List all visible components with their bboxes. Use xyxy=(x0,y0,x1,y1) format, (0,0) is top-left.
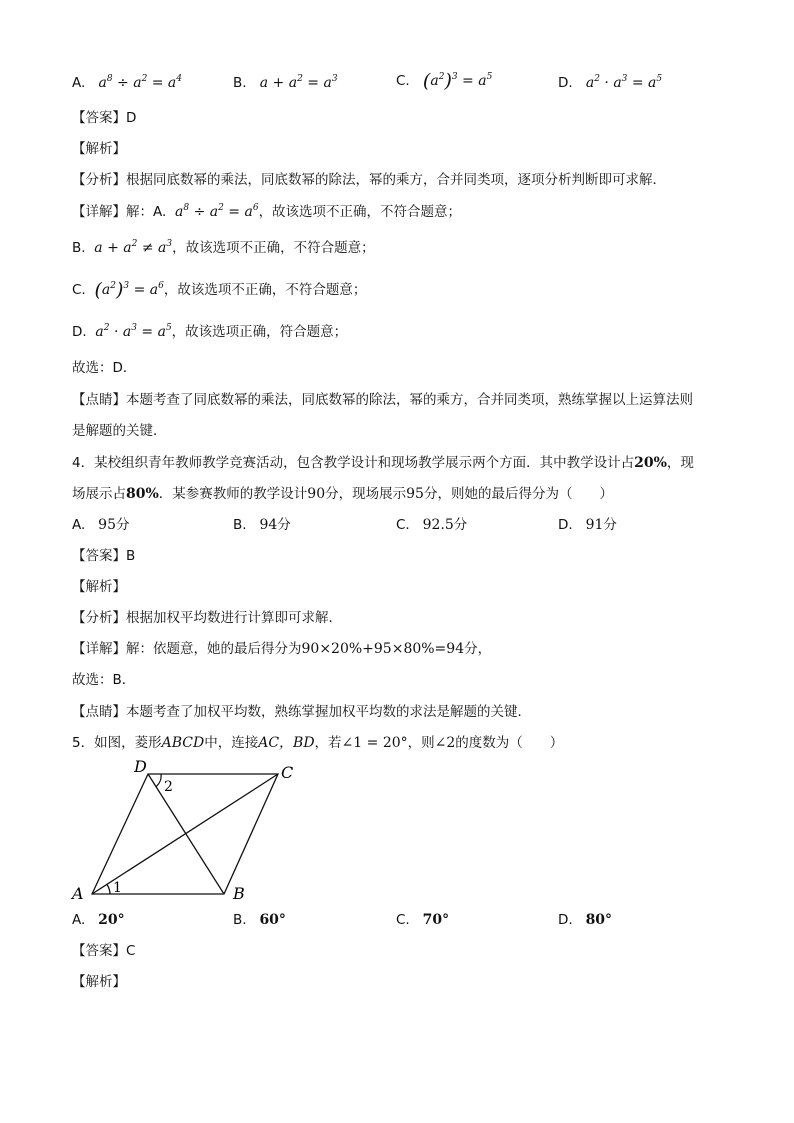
option-letter: D. xyxy=(558,75,573,91)
q4-stem-line2 xyxy=(72,485,613,503)
detail-tag: 【详解】 xyxy=(72,204,126,220)
q5-option-c xyxy=(396,911,449,929)
option-unit: 分 xyxy=(453,517,468,533)
option-value: 70° xyxy=(422,912,450,928)
stem-text: 分，则她的最后得分为（ ） xyxy=(423,486,613,502)
detail-tag: 【详解】 xyxy=(72,641,126,657)
vertex-a-label: A xyxy=(72,884,84,903)
detail-expression: $a^2 \cdot a^3 = a^5$ xyxy=(90,323,172,340)
angle-2-label: 2 xyxy=(164,779,173,795)
q3-detail-d xyxy=(72,323,347,341)
stem-number: 95 xyxy=(406,486,424,502)
stem-text: ．某参赛教师的教学设计 xyxy=(158,486,308,502)
q4-choice: 故选：B． xyxy=(72,672,136,688)
option-value: 20° xyxy=(98,912,125,928)
option-expression-render: $(a^2)^3 = a^5$ xyxy=(422,70,493,92)
stem-math: ∠2 xyxy=(434,735,456,751)
vertex-c-label: C xyxy=(281,763,294,782)
q3-comment-1 xyxy=(72,391,693,409)
q3-detail-c xyxy=(72,281,366,299)
answer-value: B xyxy=(126,548,136,564)
option-value: 95 xyxy=(98,517,116,533)
answer-tag: 【答案】 xyxy=(72,943,126,959)
q4-option-a xyxy=(72,516,130,534)
angle-2-arc xyxy=(156,774,161,787)
q5-option-d xyxy=(558,911,612,929)
option-value: 94 xyxy=(259,517,278,533)
stem-text: 4．某校组织青年教师教学竞赛活动，包含教学设计和现场教学展示两个方面．其中教学设计占 xyxy=(72,455,635,471)
q3-choice: 故选：D． xyxy=(72,360,137,376)
option-value: 91 xyxy=(585,517,604,533)
analysis-text: 根据加权平均数进行计算即可求解． xyxy=(126,610,342,626)
option-expression-render: $a^8 \div a^2 = a^4$ xyxy=(89,74,183,91)
stem-number: 20% xyxy=(634,455,667,471)
detail-text: ，故该选项不正确，不符合题意； xyxy=(172,240,375,256)
q5-jiexi-heading: 【解析】 xyxy=(72,974,126,990)
q5-answer xyxy=(72,942,135,960)
analysis-text: 根据同底数幂的乘法，同底数幂的除法，幂的乘方，合并同类项，逐项分析判断即可求解． xyxy=(126,172,666,188)
option-letter: A. xyxy=(72,75,86,91)
detail-text: 分， xyxy=(464,641,492,657)
q4-comment xyxy=(72,703,531,721)
q3-comment-2: 是解题的关键． xyxy=(72,423,167,439)
option-unit: 分 xyxy=(116,517,130,533)
detail-expression: $a + a^2 \ne a^3$ xyxy=(89,239,173,256)
option-letter: A. xyxy=(72,912,86,928)
q4-option-c xyxy=(396,516,467,534)
answer-value: C xyxy=(126,943,136,959)
rhombus-figure xyxy=(60,758,320,908)
answer-value: D xyxy=(126,110,137,126)
q3-option-b xyxy=(233,74,338,92)
stem-text: 中，连接 xyxy=(204,735,259,751)
option-value: 80° xyxy=(585,912,613,928)
stem-text: 5．如图，菱形 xyxy=(72,735,162,751)
vertex-b-label: B xyxy=(233,884,245,903)
q5-option-b xyxy=(233,911,286,929)
q4-option-d xyxy=(558,516,617,534)
stem-text: ，若 xyxy=(314,735,342,751)
detail-expression: 90×20%+95×80%=94 xyxy=(301,641,465,657)
q4-analysis xyxy=(72,609,342,627)
q3-detail-a xyxy=(72,203,461,221)
comment-tag: 【点睛】 xyxy=(72,704,126,720)
option-value: 60° xyxy=(259,912,286,928)
q4-detail xyxy=(72,640,491,658)
q5-stem xyxy=(72,734,563,752)
q3-option-c xyxy=(396,72,492,90)
q3-detail-b xyxy=(72,239,375,257)
angle-1-arc xyxy=(107,885,110,895)
comment-text: 本题考查了同底数幂的乘法，同底数幂的除法，幂的乘方，合并同类项，熟练掌握以上运算法则 xyxy=(126,392,693,408)
stem-text: ，现 xyxy=(666,455,694,471)
q5-option-a xyxy=(72,911,125,929)
option-letter: C. xyxy=(396,517,410,533)
detail-label: B. xyxy=(72,240,86,256)
option-letter: B. xyxy=(233,912,247,928)
detail-label: C. xyxy=(72,282,86,298)
option-letter: A. xyxy=(72,517,86,533)
stem-text: ，则 xyxy=(407,735,435,751)
q3-answer xyxy=(72,109,136,127)
q4-jiexi-heading: 【解析】 xyxy=(72,579,126,595)
detail-prefix: 解：A. xyxy=(126,204,167,220)
option-letter: C. xyxy=(396,73,410,89)
analysis-tag: 【分析】 xyxy=(72,172,126,188)
detail-expression: $(a^2)^3 = a^6$ xyxy=(94,279,164,301)
option-value: 92.5 xyxy=(422,517,454,533)
q4-option-b xyxy=(233,516,291,534)
stem-number: 90 xyxy=(307,486,326,502)
detail-label: D. xyxy=(72,324,87,340)
stem-math: ∠1 = 20° xyxy=(341,735,408,751)
answer-tag: 【答案】 xyxy=(72,110,126,126)
diagonal-bd xyxy=(148,774,224,894)
option-letter: D. xyxy=(558,912,573,928)
angle-1-label: 1 xyxy=(113,880,122,896)
q3-option-a xyxy=(72,74,182,92)
stem-text: 的度数为（ ） xyxy=(455,735,564,751)
stem-number: 80% xyxy=(126,486,159,502)
detail-text: ，故该选项不正确，不符合题意； xyxy=(163,282,367,298)
option-expression-render: $a + a^2 = a^3$ xyxy=(250,74,338,91)
stem-math: ABCD xyxy=(161,735,205,751)
detail-text: 解：依题意，她的最后得分为 xyxy=(126,641,302,657)
stem-text: 分，现场展示 xyxy=(325,486,407,502)
detail-text: ，故该选项正确，符合题意； xyxy=(171,324,348,340)
q3-option-d xyxy=(558,74,662,92)
option-unit: 分 xyxy=(277,517,291,533)
q4-stem-line1 xyxy=(72,454,694,472)
detail-text: ，故该选项不正确，不符合题意； xyxy=(258,204,462,220)
detail-expression: $a^8 \div a^2 = a^6$ xyxy=(170,203,259,220)
option-letter: B. xyxy=(233,517,247,533)
vertex-d-label: D xyxy=(134,758,147,776)
answer-tag: 【答案】 xyxy=(72,548,126,564)
option-letter: C. xyxy=(396,912,410,928)
option-unit: 分 xyxy=(603,517,617,533)
comment-tag: 【点睛】 xyxy=(72,392,126,408)
comment-text: 本题考查了加权平均数，熟练掌握加权平均数的求法是解题的关键． xyxy=(126,704,531,720)
option-letter: D. xyxy=(558,517,573,533)
option-letter: B. xyxy=(233,75,247,91)
stem-math: AC，BD xyxy=(258,735,315,751)
q3-jiexi-heading: 【解析】 xyxy=(72,141,126,157)
analysis-tag: 【分析】 xyxy=(72,610,126,626)
q4-answer xyxy=(72,547,135,565)
option-expression-render: $a^2 \cdot a^3 = a^5$ xyxy=(576,74,663,91)
q3-analysis xyxy=(72,171,666,189)
stem-text: 场展示占 xyxy=(72,486,126,502)
